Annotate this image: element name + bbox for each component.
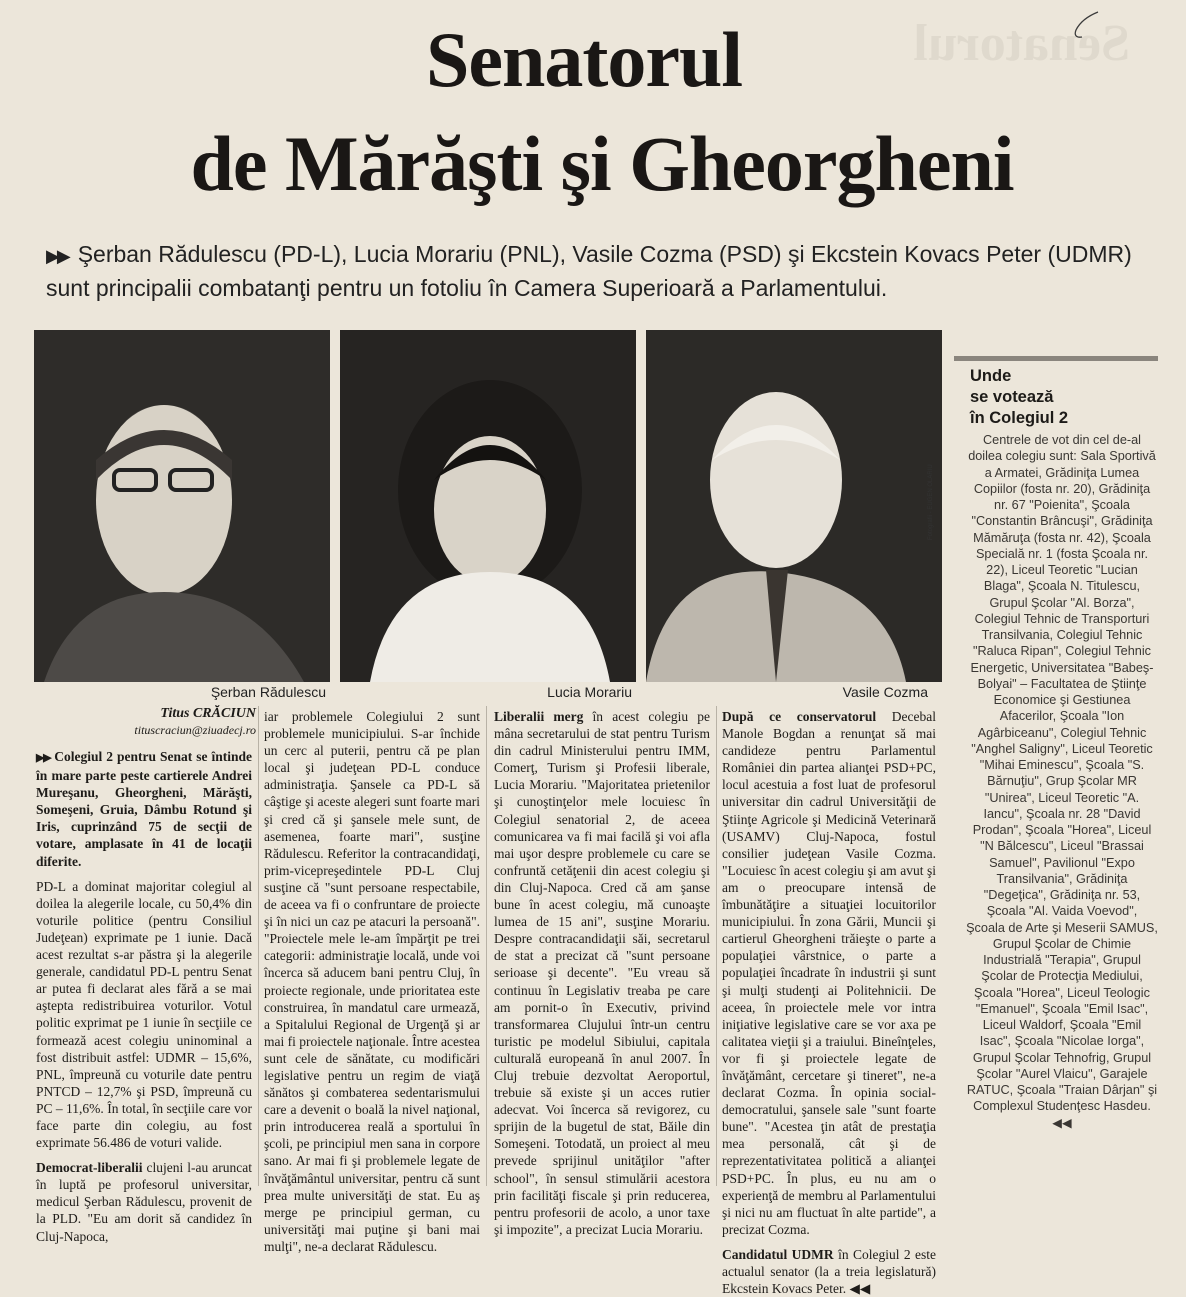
byline [60, 706, 256, 738]
double-arrow-icon: ▶▶ [46, 246, 68, 266]
paragraph: PD-L a dominat majoritar colegiul al doilea la alegerile locale, cu 50,4% din voturile politice (pentru Consiliul Judeţean) exprimate pe 1 iunie. Dacă acest rezultat s-ar păstra şi la alegerile generale, candidatul PD-L pentru Senat ar putea fi declarat ales fără a se mai aştepta redistribuirea voturilor. Votul politic exprimat pe 1 iunie în secţiile ce formează acest colegiu uninominal a fost distribuit astfel: UDMR – 15,6%, PNL, împreună cu voturile date pentru PNTCD – 12,7% şi PSD, împreună cu PC – 11,6%. În total, în secţiile care vor face parte din colegiu, au fost exprimate 56.486 de voturi valide. [36, 878, 252, 1151]
paragraph [722, 1246, 936, 1297]
column-divider [258, 706, 259, 1186]
sidebar-title-line: Unde [970, 367, 1012, 385]
show-through-text: Senatorul [913, 15, 1130, 72]
sidebar-header-bar [954, 356, 1158, 361]
double-arrow-icon: ▶▶ [36, 752, 51, 764]
paragraph-lead-in: Liberalii merg [494, 709, 584, 724]
caption-lucia-morariu: Lucia Morariu [547, 684, 632, 700]
paragraph [722, 708, 936, 1238]
photo-serban-radulescu [34, 330, 330, 682]
lede-text: Şerban Rădulescu (PD-L), Lucia Morariu (PNL), Vasile Cozma (PSD) şi Ekcstein Kovacs Peter (UDMR) sunt principalii combatanţi pentru un fotoliu în Camera Superioară a Parlamentului. [46, 241, 1132, 301]
paragraph [36, 1159, 252, 1244]
sidebar-title-line: se votează [970, 388, 1054, 406]
author-email: tituscraciun@ziuadecj.ro [134, 723, 256, 737]
paragraph-text: Decebal Manole Bogdan a renunţat să mai candideze pentru Parlamentul României din partea alianţei PSD+PC, locul acestuia a fost luat de profesorul universitar din cadrul Universităţii de Ştiinţe Agricole şi Medicină Veterinară (USAMV) Cluj-Napoca, fostul consilier judeţean Vasile Cozma. "Locuiesc în acest colegiu şi am avut şi am o preocupare intensă de îmbunătăţire a situaţiei locuitorilor municipiului. În zona Gării, Muncii şi cartierul Gheorgheni trăieşte o parte a populaţiei vârstnice, o parte a populaţiei încadrate în industrii şi sunt şi mulţi studenţi ai Politehnicii. De aceea, în proiectele mele vor intra iniţiative legislative care se vor axa pe calitatea vieţii şi a traiului. Bineînţeles, vor fi şi proiectele legate de învăţământ, cercetare şi tineret", ne-a declarat Cozma. În opinia social-democratului, şansele sale "sunt foarte bune". "Acestea ţin atât de prestaţia mea personală, cât şi de reprezentativitatea politică a alianţei PSD+PC. În plus, eu nu am o experienţă de membru al Parlamentului şi nici nu am fluctuat în alte partide", a precizat Cozma. [722, 709, 937, 1237]
paragraph-text: în acest colegiu pe mâna secretarului de stat pentru Turism din cadrul Ministerului pentru IMM, Comerţ, Turism şi Profesii liberale, Lucia Morariu. "Majoritatea prietenilor şi cunoştinţelor mele locuiesc în Colegiul senatorial 2, de aceea comunicarea va fi mai facilă şi voi afla mai uşor despre problemele cu care se confruntă cetăţenii din acest colegiu şi din Cluj-Napoca. Cred că am şanse bune în acest colegiu, mă cunoaşte lumea de 15 ani", susţine Morariu. Despre contracandidaţii săi, secretarul de stat a precizat că "sunt persoane serioase şi decente". "Eu vreau să continuu în Legislativ treaba pe care am pornit-o în Executiv, privind transformarea Clujului într-un centru turistic pe modelul Sibiului, capitala culturală europeană în anul 2007. În Cluj trebuie dezvoltat Aeroportul, trebuie să existe şi un acces rutier adecvat. Voi încerca să revigorez, cu sprijin de la bugetul de stat, Băile din Someşeni. Totodată, un proiect al meu prevede sprijinul unităţilor "after school", în sensul stimulării acestora prin facilităţi fiscale şi prin reducerea, pentru profesorii de acolo, a unor taxe şi impozite", a precizat Lucia Morariu. [494, 709, 710, 1237]
caption-vasile-cozma: Vasile Cozma [842, 684, 928, 700]
article-column-4 [722, 708, 937, 1297]
sidebar-polling-stations-list: Centrele de vot din cel de-al doilea colegiu sunt: Sala Sportivă a Armatei, Grădiniţa Lumea Copiilor (fosta nr. 20), Grădiniţa nr. 67 "Poienita", Şcoala "Constantin Brâncuşi", Grădiniţa Mămăruţa (fosta nr. 42), Şcoala Specială nr. 1 (fosta Şcoala nr. 22), Liceul Teoretic "Lucian Blaga", Şcoala N. Titulescu, Grupul Şcolar "Al. Borza", Colegiul Tehnic de Transporturi Transilvania, Colegiul Tehnic "Raluca Ripan", Colegiul Tehnic Energetic, Universitatea "Babeş-Bolyai" – Facultatea de Ştiinţe Economice şi Gestiunea Afacerilor, Şcoala "Ion Agârbiceanu", Colegiul Tehnic "Anghel Saligny", Liceul Teoretic "Mihai Eminescu", Şcoala "S. Bărnuţiu", Grup Şcolar MR "Unirea", Liceul Teoretic "A. Iancu", Şcoala nr. 28 "David Prodan", Şcoala "Horea", Liceul "N Bălcescu", Liceul "Brassai Samuel", Pavilionul "Expo Transilvania", Grădiniţa "Degeţica", Grădiniţa nr. 53, Şcoala "Al. Vaida Voevod", Şcoala de Arte şi Meserii SAMUS, Grupul Şcolar de Chimie Industrială "Terapia", Grupul Şcolar de Protecţia Mediului, Şcoala "Horea", Liceul Teologic "Emanuel", Şcoala "Emil Isac", Liceul Waldorf, Şcoala "Emil Isac", Şcoala "Nicolae Iorga", Grupul Şcolar Tehnofrig, Grupul Şcolar "Aurel Vlaicu", Garajele RATUC, Şcoala "Traian Dârjan" şi Complexul Studenţesc Hasdeu. ◀◀ [966, 433, 1158, 1130]
author-name: Titus CRĂCIUN [160, 706, 256, 721]
paragraph-lead-in: După ce conservatorul [722, 709, 877, 724]
lede-paragraph [46, 238, 1136, 304]
lead-paragraph [36, 748, 252, 870]
article-column-3 [494, 708, 710, 1237]
lead-text: Colegiul 2 pentru Senat se întinde în mare parte peste cartierele Andrei Mureşanu, Gheorgheni, Mărăşti, Someşeni, Gruia, Dâmbu Rotund şi Iris, cuprinzând 75 de secţii de votare, amplasate în 41 de locaţii diferite. [36, 749, 252, 869]
photo-vasile-cozma [646, 330, 942, 682]
article-column-1 [36, 748, 252, 1244]
paragraph-text: clujeni l-au aruncat în luptă pe profesorul universitar, medicul Şerban Rădulescu, provenit de la PLD. "Eu am dorit să candidez în Cluj-Napoca, [36, 1160, 252, 1244]
paragraph-text: în Colegiul 2 este actualul senator (la a treia legislatură) Ekcstein Kovacs Peter. ◀◀ [722, 1246, 936, 1297]
sidebar-title [970, 366, 1158, 429]
column-divider [716, 706, 717, 1186]
headline-line-1: Senatorul [425, 16, 743, 103]
paragraph-lead-in: Candidatul UDMR [722, 1246, 834, 1262]
headline-line-2: de Mărăşti şi Gheorgheni [190, 120, 1014, 207]
photo-lucia-morariu [340, 330, 636, 682]
paragraph [494, 708, 710, 1238]
paragraph: iar problemele Colegiului 2 sunt problemele municipiului. S-ar închide un cerc al puterii, pentru că pe plan local şi judeţean PD-L conduce administraţia. Şansele ca PD-L să câştige şi aceste alegeri sunt foarte mari şi cred că şi şansele mele sunt, de asemenea, foarte mari", susţine Rădulescu. Referitor la contracandidaţi, prim-vicepreşedintele PD-L Cluj susţine că "sunt persoane respectabile, de aceea va fi o confruntare de proiecte şi în nici un caz pe atacuri la persoană". "Proiectele mele le-am împărţit pe trei categorii: administraţie locală, unde voi încerca să aducem bani pentru Cluj, în proiecte regionale, unde prioritatea este construirea, în mandatul care urmează, a Spitalului Regional de Urgenţă şi ar mai fi proiectele naţionale. Între acestea sunt cele de sănătate, cu modificări legislative pentru un regim de viaţă sănătos şi combaterea sedentarismului care a devenit o boală la nivel naţional, prin introducerea reală a sportului în şcoli, pe principiul men sana in corpore sano. Ar mai fi şi problemele legate de învăţământul universitar, pentru că sunt prea multe universităţi de stat. Eu aş merge pe principiul german, cu universităţi mai puţine şi bani mai mulţi", ne-a declarat Rădulescu. [264, 709, 480, 1254]
photo-credit: Fotografii - EUGEN OLARIU [928, 464, 934, 540]
column-divider [486, 706, 487, 1186]
article-column-2 [264, 708, 480, 1254]
sidebar-title-line: în Colegiul 2 [970, 409, 1069, 427]
caption-serban-radulescu: Şerban Rădulescu [210, 684, 326, 700]
paragraph-lead-in: Democrat-liberalii [36, 1160, 143, 1176]
